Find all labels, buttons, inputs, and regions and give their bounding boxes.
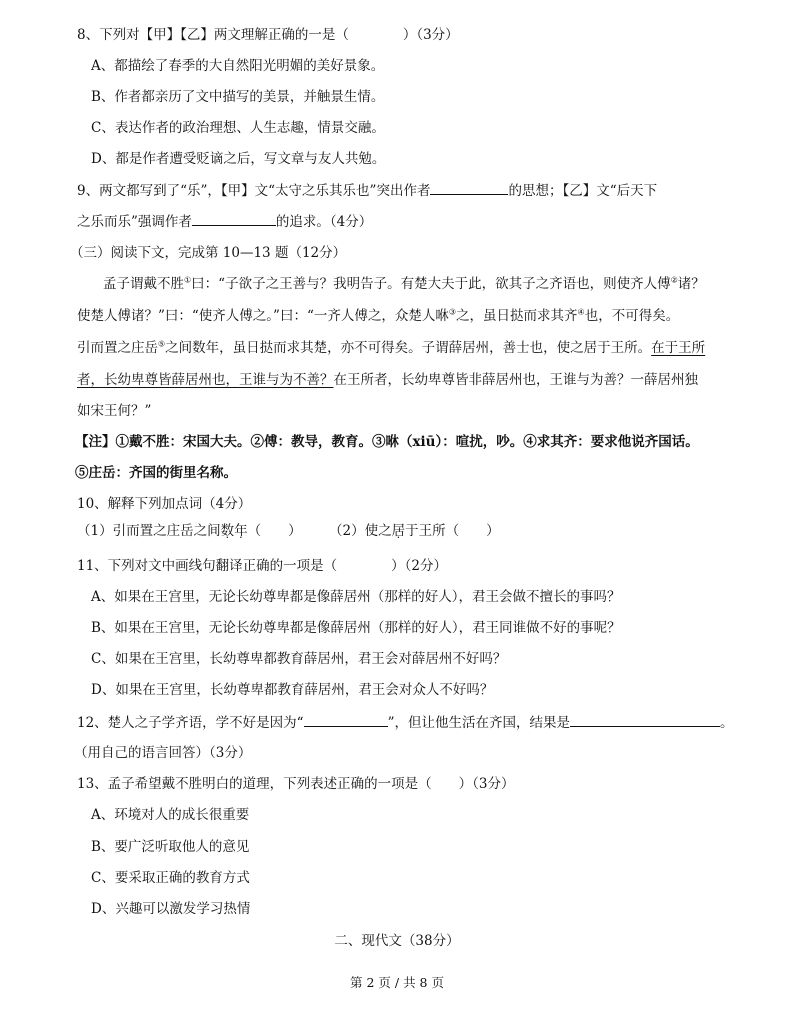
question-10-answer-blank-1[interactable]: （ ） [247,523,302,539]
passage-text: 之，虽日挞而求其齐 [456,308,578,324]
question-10-item-1 [77,521,302,541]
underlined-sentence: 在于王所 [651,340,706,356]
question-13-stem: 13、孟子希望戴不胜明白的道理，下列表述正确的一项是（ ）（3分） [77,776,515,792]
question-11-option-a: A、如果在王宫里，无论长幼尊卑都是像薛居州（那样的好人），君王会做不擅长的事吗？ [91,589,621,605]
passage-text: 诸？ [677,276,705,292]
passage-text: 使楚人傅诸？”曰：“使齐人傅之。”曰：“一齐人傅之，众楚人咻 [77,308,449,324]
question-10-stem: 10、解释下列加点词（4分） [77,496,252,512]
notes-line-1: 【注】①戴不胜：宋国大夫。②傅：教导，教育。③咻（xiū）：喧扰，吵。④求其齐：要求他说齐国话。 [75,434,699,450]
question-13-option-a: A、环境对人的成长很重要 [91,807,250,823]
footnote-marker: ④ [577,307,585,317]
question-12-line-1 [77,712,734,733]
passage-text: 在王所者，长幼卑尊皆非薛居州也，王谁与为善？一薛居州独 [333,372,698,388]
question-11-option-b: B、如果在王宫里，无论长幼尊卑都是像薛居州（那样的好人），君王同谁做不好的事呢？ [91,620,621,636]
passage-text: 也，不可得矣。 [584,308,680,324]
footnote-marker: ② [670,275,678,285]
question-13-option-c: C、要采取正确的教育方式 [91,870,250,886]
section-modern-heading: 二、现代文（38分） [334,933,460,949]
question-8-option-b: B、作者都亲历了文中描写的美景，并触景生情。 [91,89,385,105]
passage-line-3 [77,338,705,358]
footnote-marker: ③ [448,307,457,317]
question-11-option-c: C、如果在王宫里，长幼尊卑都教育薛居州，君王会对薛居州不好吗？ [91,651,507,667]
question-9-line-1 [77,180,657,201]
passage-text: 孟子谓戴不胜 [103,276,184,292]
question-9-text-4: 的追求。（4分） [275,214,373,230]
question-9-text-3: 之乐而乐”强调作者 [77,214,192,230]
passage-text: 曰：“子欲子之王善与？我明告子。有楚大夫于此，欲其子之齐语也，则使齐人傅 [191,276,671,292]
question-9-answer-blank-1[interactable] [430,180,508,195]
question-8-option-a: A、都描绘了春季的大自然阳光明媚的美好景象。 [91,58,385,74]
passage-line-1 [103,274,705,294]
page-footer: 第 2 页 / 共 8 页 [350,975,444,990]
underlined-sentence: 者，长幼卑尊皆薛居州也，王谁与为不善？ [77,372,334,388]
dotted-character: 居 [391,523,406,539]
passage-text: 引而置之庄岳 [77,340,158,356]
question-10-item-2 [329,521,500,541]
passage-line-5: 如宋王何？” [77,403,152,419]
question-9-answer-blank-2[interactable] [192,211,276,226]
question-10-item-text: （1）引而置之庄岳之间 [77,523,221,539]
question-12-line-2: （用自己的语言回答）（3分） [74,745,252,761]
question-8-stem: 8、下列对【甲】【乙】两文理解正确的一是（ ）（3分） [77,27,459,43]
passage-line-4 [77,370,698,390]
question-13-option-d: D、兴趣可以激发学习热情 [91,901,251,917]
question-8-option-d: D、都是作者遭受贬谪之后，写文章与友人共勉。 [91,151,386,167]
question-10-answer-blank-2[interactable]: 于王所（ ） [405,523,500,539]
question-11-stem: 11、下列对文中画线句翻译正确的一项是（ ）（2分） [77,558,448,574]
question-12-text: 12、楚人之子学齐语，学不好是因为“ [77,715,304,731]
passage-text: 之间数年，虽日挞而求其楚，亦不可得矣。子谓薛居州，善士也，使之居于王所。 [165,340,652,356]
question-8-option-c: C、表达作者的政治理想、人生志趣，情景交融。 [91,120,385,136]
footnote-marker: ⑤ [158,339,166,349]
dotted-character: 数 [220,523,235,539]
question-10-item-text: （2）使之 [329,523,392,539]
question-12-text: ”，但让他生活在齐国，结果是 [387,715,570,731]
question-12-answer-blank-2[interactable] [570,712,720,727]
section-3-heading: （三）阅读下文，完成第 10—13 题（12分） [70,245,347,261]
notes-line-2: ⑤庄岳：齐国的街里名称。 [75,465,237,481]
passage-line-2 [77,306,679,326]
question-9-text-1: 9、两文都写到了“乐”，【甲】文“太守之乐其乐也”突出作者 [77,183,431,199]
question-9-line-2 [77,211,372,232]
question-13-option-b: B、要广泛听取他人的意见 [91,839,250,855]
dotted-character: 年 [234,523,248,539]
question-11-option-d: D、如果在王宫里，长幼尊卑都教育薛居州，君王会对众人不好吗？ [91,682,494,698]
question-12-text: 。 [720,715,734,731]
question-12-answer-blank-1[interactable] [304,712,388,727]
question-9-text-2: 的思想；【乙】文“后天下 [508,183,658,199]
footnote-marker: ① [184,275,192,285]
